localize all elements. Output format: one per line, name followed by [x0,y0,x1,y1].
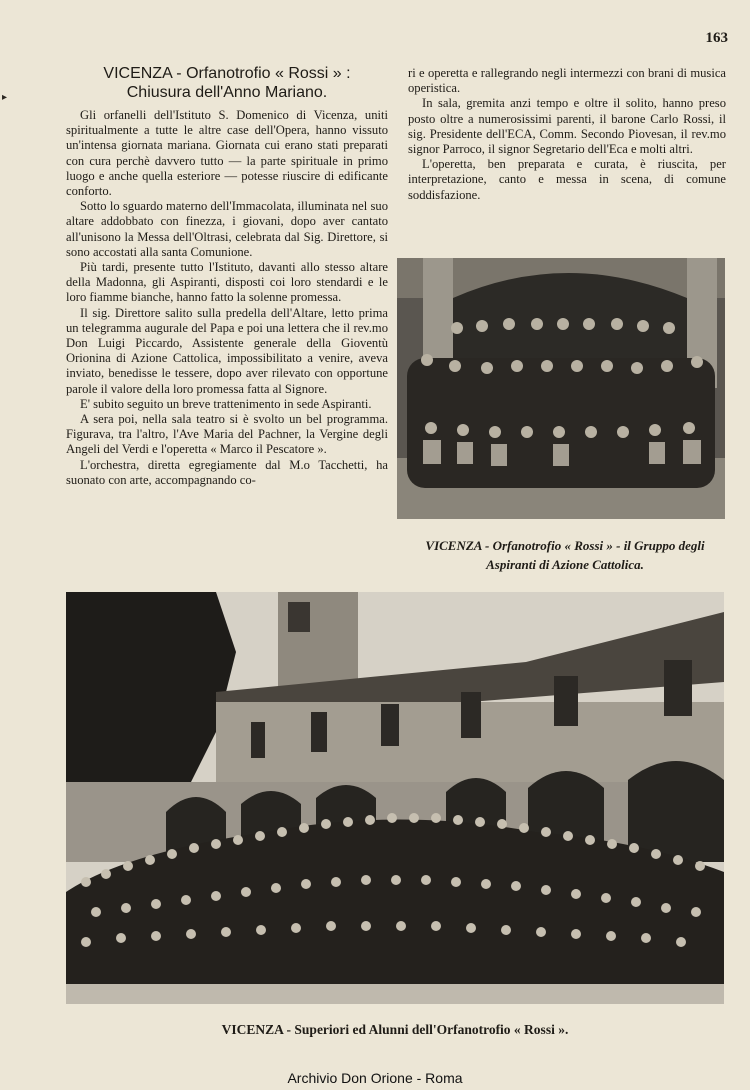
article-right-column [408,66,726,203]
article-paragraph: Gli orfanelli dell'Istituto S. Domenico di Vicenza, uniti spiritualmente a tutte le altre case dell'Opera, hanno vissuto un'intensa giornata mariana. Giornata cui erano stati preparati con cura perchè davvero tutto — la parte spirituale in primo luogo e anche quella esteriore — potesse riuscire di edificante conforto. [66,108,388,199]
page-number: 163 [705,30,728,46]
article-paragraph: E' subito seguito un breve trattenimento in sede Aspiranti. [80,396,372,411]
article-paragraph: Più tardi, presente tutto l'Istituto, davanti allo stesso altare della Madonna, gli Aspiranti, disposti coi loro stendardi e le loro fiamme bianche, hanno fatto la solenne promessa. [66,260,388,305]
aspiranti-photo-caption: VICENZA - Orfanotrofio « Rossi » - il Gruppo degli Aspiranti di Azione Cattolica. [425,538,705,572]
article-paragraph: Sotto lo sguardo materno dell'Immacolata, illuminata nel suo altare addobbato con finezza, i giovani, dopo aver cantato all'unisono la Messa dell'Oltrasi, celebrata dal Sig. Direttore, si sono accostati alla santa Comunione. [66,199,388,259]
aspiranti-group-photo [397,258,725,519]
article-paragraph: Il sig. Direttore salito sulla predella dell'Altare, letto prima un telegramma augurale del Papa e poi una lettera che il rev.mo Don Luigi Piccardo, Assistente generale della Gioventù Orionina di Azione Cattolica, impossibilitato a venire, aveva inviato, benedisse le tessere, dopo aver rilevato con opportune parole il valore della loro promessa fatta al Signore. [66,305,388,396]
article-paragraph: In sala, gremita anzi tempo e oltre il solito, hanno preso posto oltre a numerosissimi parenti, il barone Carlo Rossi, il sig. Presidente dell'ECA, Comm. Secondo Piovesan, il rev.mo signor Parroco, il signor Segretario dell'Eca e molti altri. [408,96,726,157]
article-title-line-1: VICENZA - Orfanotrofio « Rossi » : [103,65,351,82]
archive-footer: Archivio Don Orione - Roma [287,1070,463,1086]
margin-mark: ▸ [2,92,8,103]
article-title [66,64,388,102]
orfanotrofio-group-photo [66,592,724,1004]
orfanotrofio-photo-caption: VICENZA - Superiori ed Alunni dell'Orfanotrofio « Rossi ». [221,1022,569,1037]
article-left-column [66,64,388,488]
article-paragraph: ri e operetta e rallegrando negli intermezzi con brani di musica operistica. [408,66,726,96]
orfanotrofio-photo-illustration [66,592,724,1004]
aspiranti-photo-illustration [397,258,725,519]
article-paragraph: A sera poi, nella sala teatro si è svolto un bel programma. Figurava, tra l'altro, l'Ave Maria del Pachner, la Vergine degli Angeli del Verdi e l'operetta « Marco il Pescatore ». [66,412,388,457]
article-paragraph: L'operetta, ben preparata e curata, è riuscita, per interpretazione, canto e messa in scena, di comune soddisfazione. [408,157,726,202]
article-paragraph: L'orchestra, diretta egregiamente dal M.o Tacchetti, ha suonato con arte, accompagnando co- [66,457,388,487]
article-title-line-2: Chiusura dell'Anno Mariano. [126,84,328,101]
